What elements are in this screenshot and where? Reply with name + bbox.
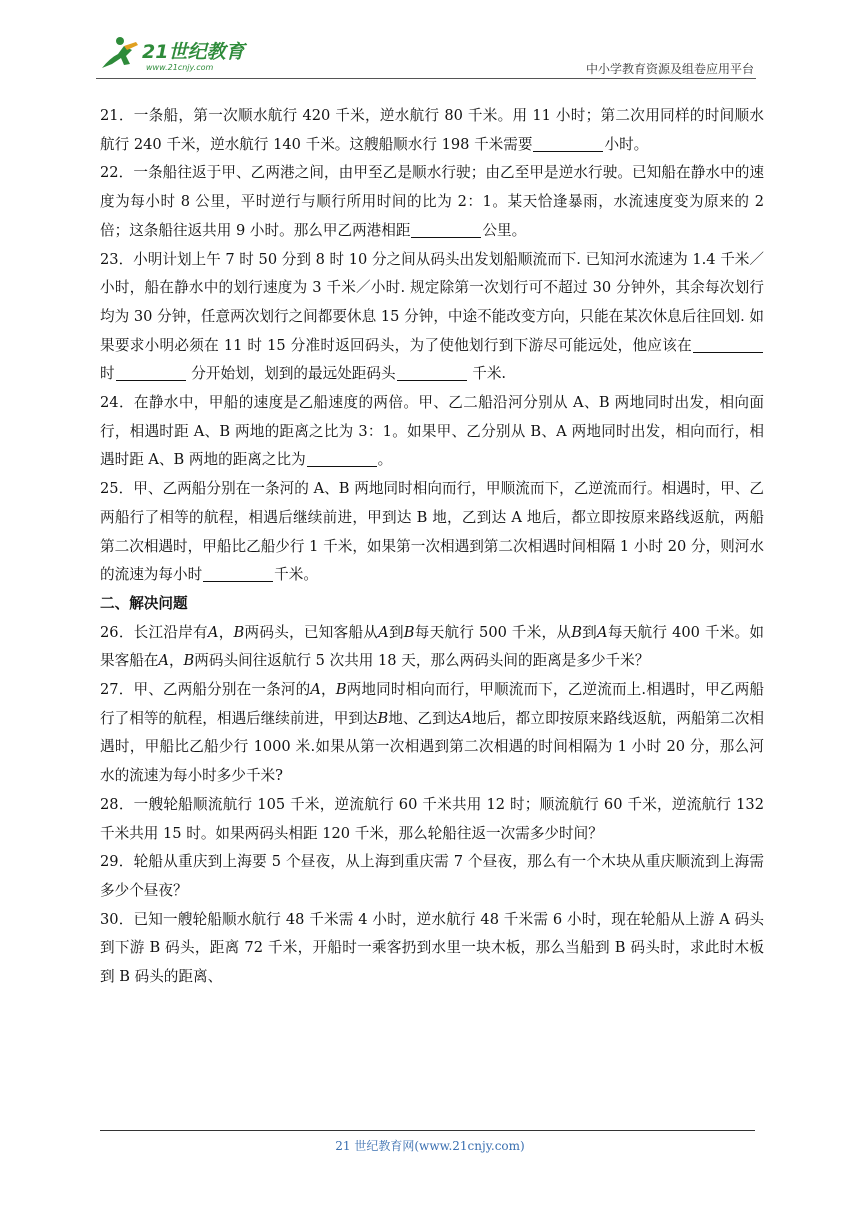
- question-27: 27．甲、乙两船分别在一条河的A，B两地同时相向而行，甲顺流而下，乙逆流而上.相遇时，甲乙两船行了相等的航程，相遇后继续前进，甲到达B地、乙到达A地后，都立即按原来路线返航，两船第二次相遇时，甲船比乙船少行 1000 米.如果从第一次相遇到第二次相遇的时间相隔为 1 小时 20 分，那么河水的流速为每小时多少千米?: [100, 681, 764, 785]
- question-30: 30．已知一艘轮船顺水航行 48 千米需 4 小时，逆水航行 48 千米需 6 小时，现在轮船从上游 A 码头到下游 B 码头，距离 72 千米，开船时一乘客扔到水里一块木板，那么当船到 B 码头时，求此时木板到 B 码头的距离、: [100, 910, 764, 986]
- question-29: 29．轮船从重庆到上海要 5 个昼夜，从上海到重庆需 7 个昼夜，那么有一个木块从重庆顺流到上海需多少个昼夜？: [100, 853, 764, 899]
- answer-blank[interactable]: [693, 336, 763, 353]
- page-header: [96, 30, 756, 80]
- header-divider: [96, 78, 756, 79]
- answer-blank[interactable]: [397, 364, 467, 381]
- footer-text: 21 世纪教育网(www.21cnjy.com): [335, 1139, 525, 1153]
- question-26: 26．长江沿岸有A，B两码头，已知客船从A到B每天航行 500 千米，从B到A每天航行 400 千米。如果客船在A，B两码头间往返航行 5 次共用 18 天，那么两码头间的距离是多少千米？: [100, 623, 764, 670]
- answer-blank[interactable]: [116, 364, 186, 381]
- question-25: 25．甲、乙两船分别在一条河的 A、B 两地同时相向而行，甲顺流而下，乙逆流而行。相遇时，甲、乙两船行了相等的航程，相遇后继续前进，甲到达 B 地，乙到达 A 地后，都立即按原来路线返航，两船第二次相遇时，甲船比乙船少行 1 千米，如果第一次相遇到第二次相遇时间相隔 1 小时 20 分，则河水的流速为每小时 千米。: [100, 480, 764, 584]
- answer-blank[interactable]: [307, 450, 377, 467]
- answer-blank[interactable]: [411, 221, 481, 238]
- answer-blank[interactable]: [203, 565, 273, 582]
- logo: [96, 34, 266, 74]
- section-heading: 二、解决问题: [100, 594, 188, 612]
- logo-url: www.21cnjy.com: [146, 63, 214, 72]
- document-body: [100, 102, 764, 992]
- question-28: 28．一艘轮船顺流航行 105 千米，逆流航行 60 千米共用 12 时；顺流航行 60 千米，逆流航行 132 千米共用 15 时。如果两码头相距 120 千米，那么轮船往返一次需多少时间？: [100, 795, 764, 842]
- question-23: 23．小明计划上午 7 时 50 分到 8 时 10 分之间从码头出发划船顺流而下. 已知河水流速为 1.4 千米／小时，船在静水中的划行速度为 3 千米／小时. 规定除第一次划行可不超过 30 分钟外，其余每次划行均为 30 分钟，任意两次划行之间都要休息 15 分钟，中途不能改变方向，只能在某次休息后往回划. 如果要求小明必须在 11 时 15 分准时返回码头，为了使他划行到下游尽可能远处，他应该在 时 分开始划，划到的最远处距码头 千米.: [100, 250, 764, 383]
- header-platform-text: 中小学教育资源及组卷应用平台: [585, 62, 754, 76]
- footer-divider: [100, 1130, 755, 1131]
- question-22: 22．一条船往返于甲、乙两港之间，由甲至乙是顺水行驶；由乙至甲是逆水行驶。已知船在静水中的速度为每小时 8 公里，平时逆行与顺行所用时间的比为 2：1。某天恰逢暴雨，水流速度变为原来的 2 倍；这条船往返共用 9 小时。那么甲乙两港相距 公里。: [100, 164, 764, 239]
- answer-blank[interactable]: [533, 135, 603, 152]
- question-21: 21．一条船，第一次顺水航行 420 千米，逆水航行 80 千米。用 11 小时；第二次用同样的时间顺水航行 240 千米，逆水航行 140 千米。这艘船顺水行 198 千米需要 小时。: [100, 107, 764, 153]
- running-figure-icon: [102, 37, 138, 68]
- logo-text: 21世纪教育: [142, 41, 245, 63]
- question-24: 24．在静水中，甲船的速度是乙船速度的两倍。甲、乙二船沿河分别从 A、B 两地同时出发，相向面行，相遇时距 A、B 两地的距离之比为 3：1。如果甲、乙分别从 B、A 两地同时出发，相向而行，相遇时距 A、B 两地的距离之比为 。: [100, 394, 764, 469]
